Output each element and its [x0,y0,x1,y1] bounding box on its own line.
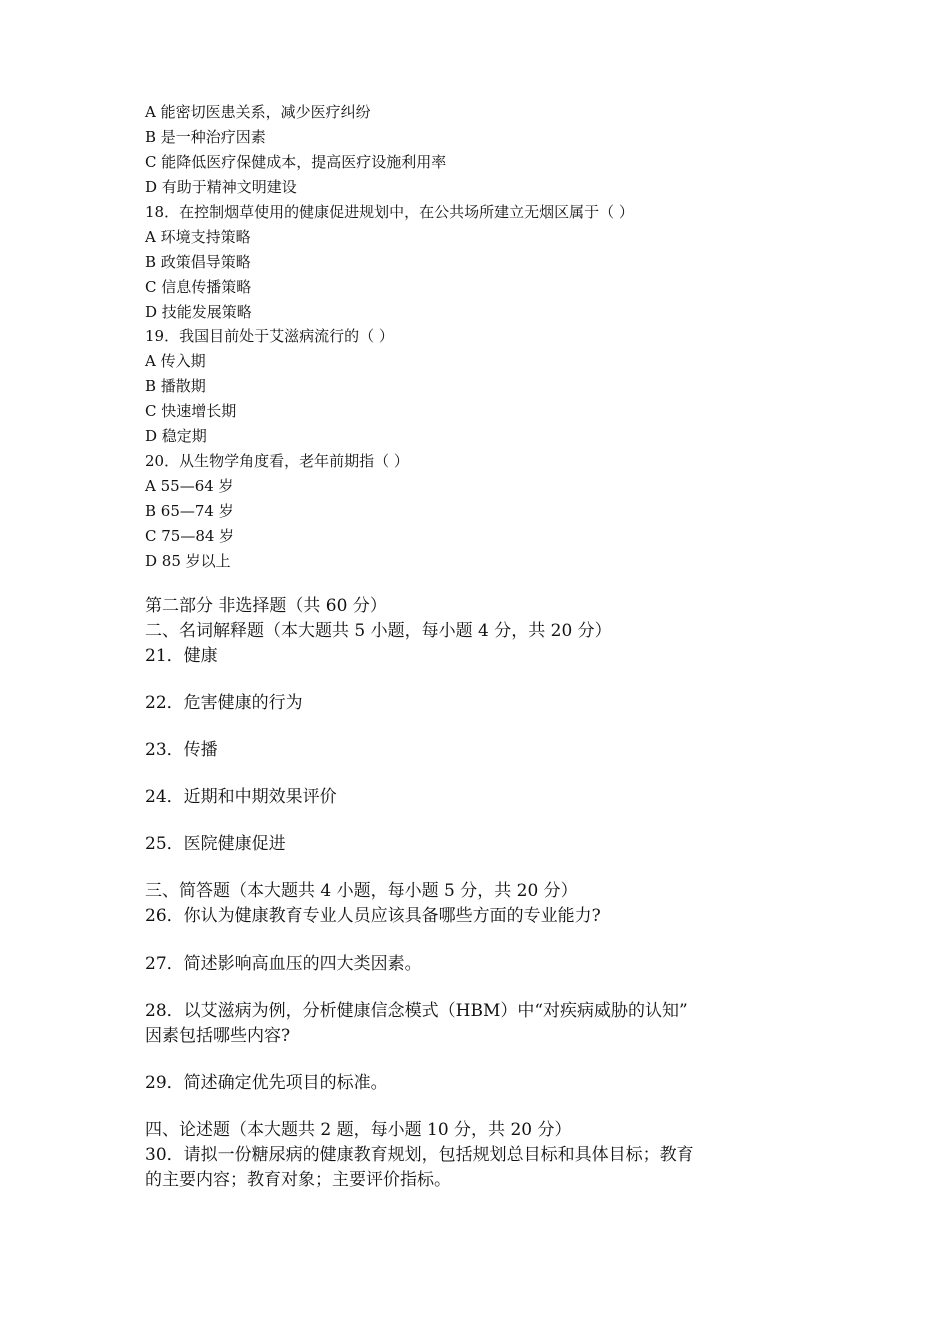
q17-option-c: C 能降低医疗保健成本，提高医疗设施利用率 [145,153,447,171]
q17-option-a: A 能密切医患关系，减少医疗纠纷 [145,103,371,121]
q21: 21．健康 [145,646,218,666]
q30-line1: 30．请拟一份糖尿病的健康教育规划，包括规划总目标和具体目标；教育 [145,1145,694,1165]
q27: 27．简述影响高血压的四大类因素。 [145,954,422,974]
q23: 23．传播 [145,740,218,760]
q24: 24．近期和中期效果评价 [145,787,337,807]
section4-title: 四、论述题（本大题共 2 题，每小题 10 分，共 20 分） [145,1120,572,1140]
q28-line2: 因素包括哪些内容? [145,1026,291,1046]
q19-option-a: A 传入期 [145,352,206,370]
q17-option-b: B 是一种治疗因素 [145,128,266,146]
q25: 25．医院健康促进 [145,834,286,854]
section2-title: 二、名词解释题（本大题共 5 小题，每小题 4 分，共 20 分） [145,621,612,641]
q19-stem: 19．我国目前处于艾滋病流行的（ ） [145,327,394,345]
q17-option-d: D 有助于精神文明建设 [145,178,297,196]
q20-stem: 20．从生物学角度看，老年前期指（ ） [145,452,409,470]
q20-option-c: C 75—84 岁 [145,527,235,545]
q29: 29．简述确定优先项目的标准。 [145,1073,388,1093]
q19-option-c: C 快速增长期 [145,402,237,420]
q28-line1: 28．以艾滋病为例，分析健康信念模式（HBM）中“对疾病威胁的认知” [145,1001,688,1021]
q22: 22．危害健康的行为 [145,693,303,713]
q18-stem: 18．在控制烟草使用的健康促进规划中，在公共场所建立无烟区属于（ ） [145,203,634,221]
q19-option-b: B 播散期 [145,377,206,395]
q20-option-a: A 55—64 岁 [145,477,234,495]
q26: 26．你认为健康教育专业人员应该具备哪些方面的专业能力? [145,906,601,926]
q19-option-d: D 稳定期 [145,427,207,445]
q20-option-d: D 85 岁以上 [145,552,231,570]
section3-title: 三、简答题（本大题共 4 小题，每小题 5 分，共 20 分） [145,881,578,901]
q18-option-c: C 信息传播策略 [145,278,252,296]
q20-option-b: B 65—74 岁 [145,502,234,520]
q18-option-a: A 环境支持策略 [145,228,251,246]
q18-option-b: B 政策倡导策略 [145,253,251,271]
part2-heading: 第二部分 非选择题（共 60 分） [145,596,387,616]
q30-line2: 的主要内容；教育对象；主要评价指标。 [145,1170,451,1190]
q18-option-d: D 技能发展策略 [145,303,252,321]
